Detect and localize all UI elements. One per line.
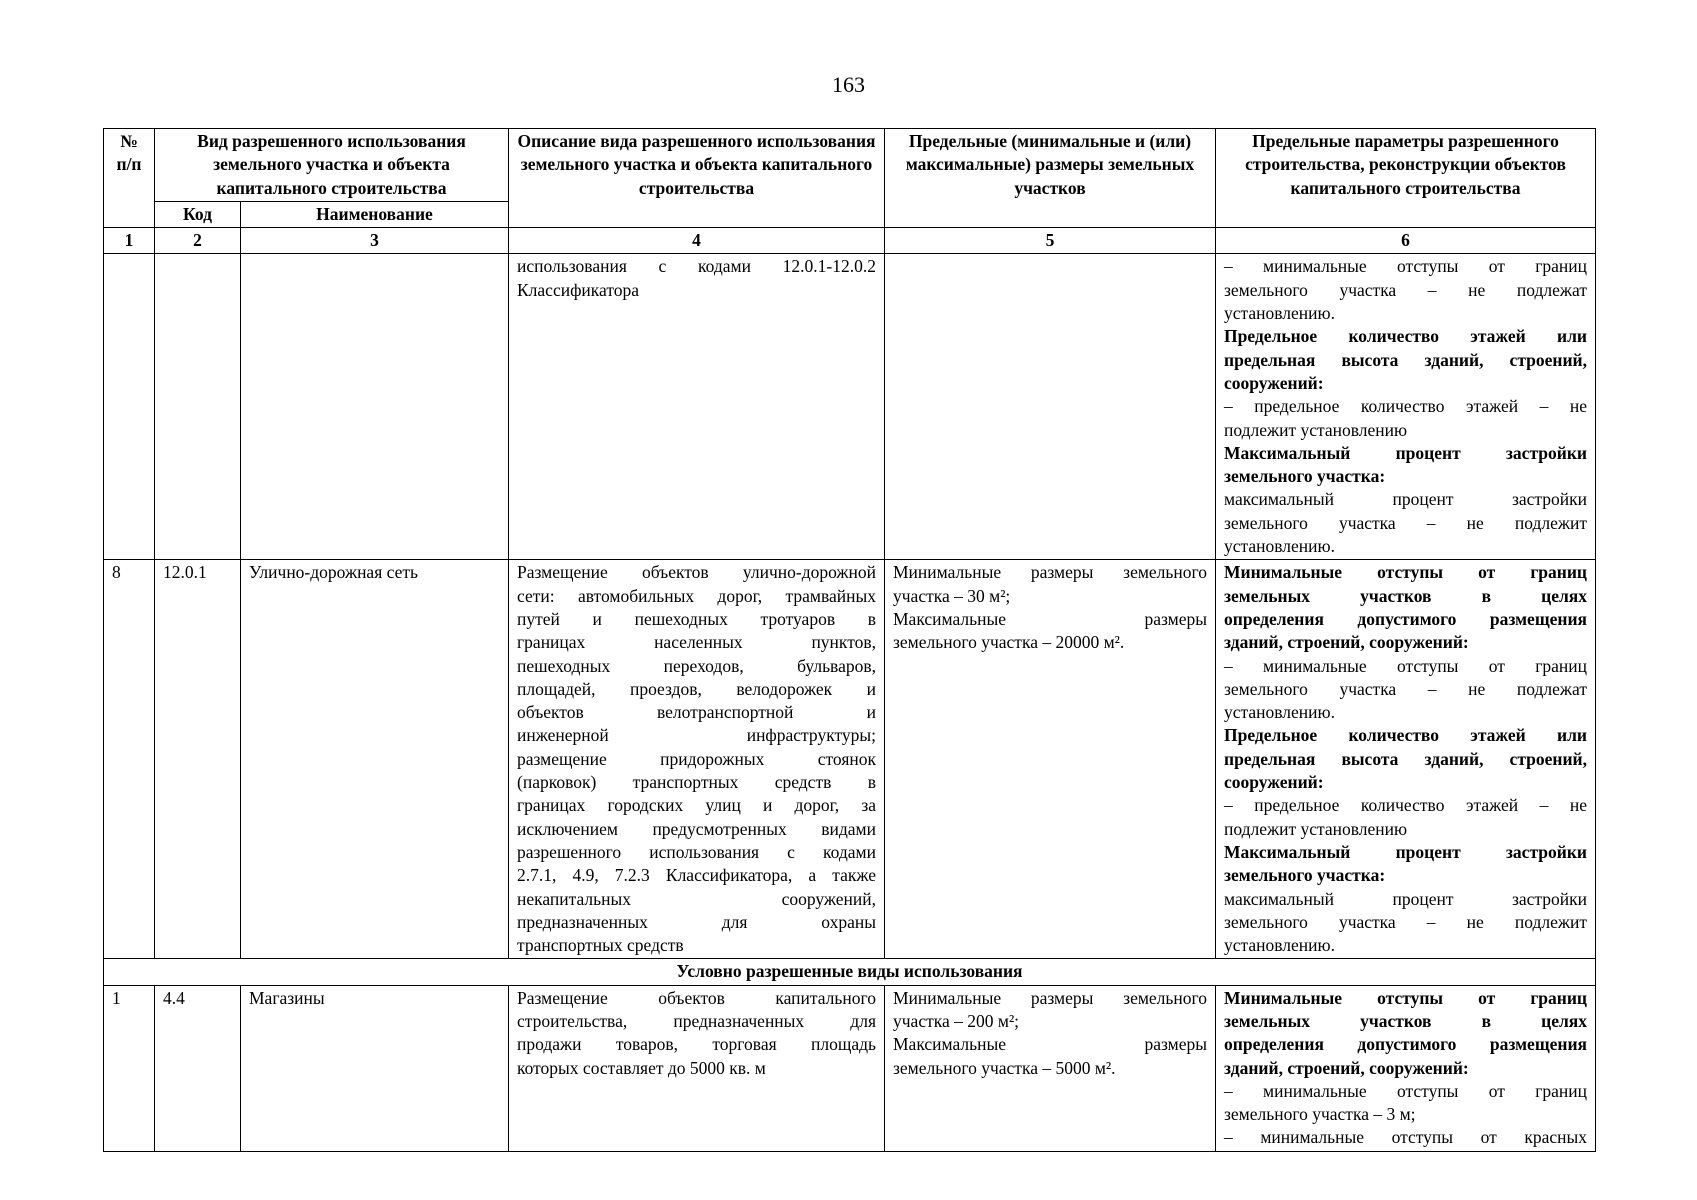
text-line: земельного участка – не подлежат	[1224, 678, 1587, 699]
text-line: Максимальный процент застройки	[1224, 442, 1587, 463]
text-line: 2.7.1, 4.9, 7.2.3 Классификатора, а также	[517, 865, 876, 886]
text-line: Максимальный процент застройки	[1224, 841, 1587, 862]
header-code: Код	[155, 201, 241, 227]
text-line: сооружений:	[1224, 372, 1324, 393]
row-no: 1	[104, 985, 155, 1151]
row-code: 12.0.1	[155, 560, 241, 959]
text-line: объектов велотранспортной и	[517, 702, 876, 723]
text-line: Предельное количество этажей или	[1224, 725, 1587, 746]
text-line: земельных участков в целях	[1224, 1010, 1587, 1031]
text-line: установлению.	[1224, 303, 1335, 324]
section-title: Условно разрешенные виды использования	[104, 959, 1596, 985]
row-description	[509, 985, 885, 1151]
text-line: строительства, предназначенных для	[517, 1010, 876, 1031]
text-line: предельная высота зданий, строений,	[1224, 748, 1587, 769]
header-name: Наименование	[241, 201, 509, 227]
table-row	[104, 560, 1596, 959]
text-line: земельных участков в целях	[1224, 585, 1587, 606]
text-line: максимальный процент застройки	[1224, 489, 1587, 510]
text-line: – предельное количество этажей – не	[1224, 396, 1587, 417]
text-line: – минимальные отступы от красных	[1224, 1127, 1587, 1148]
text-line: некапитальных сооружений,	[517, 888, 876, 909]
text-line: использования с кодами 12.0.1-12.0.2	[517, 256, 876, 277]
row-sizes	[885, 254, 1216, 560]
text-line: участка – 30 м²;	[893, 585, 1011, 606]
text-line: земельного участка – не подлежит	[1224, 512, 1587, 533]
text-line: продажи товаров, торговая площадь	[517, 1034, 876, 1055]
header-params: Предельные параметры разрешенного строительства, реконструкции объектов капитального строительства	[1216, 129, 1596, 228]
text-line: путей и пешеходных тротуаров в	[517, 608, 876, 629]
text-line: Минимальные отступы от границ	[1224, 562, 1587, 583]
column-number: 2	[155, 228, 241, 254]
text-line: инженерной инфраструктуры;	[517, 725, 876, 746]
text-line: подлежит установлению	[1224, 818, 1408, 839]
column-number: 1	[104, 228, 155, 254]
text-line: Минимальные размеры земельного	[893, 562, 1207, 583]
text-line: земельного участка – не подлежат	[1224, 279, 1587, 300]
text-line: земельного участка – 3 м;	[1224, 1104, 1416, 1125]
text-line: Минимальные отступы от границ	[1224, 987, 1587, 1008]
text-line: установлению.	[1224, 935, 1335, 956]
row-name: Улично-дорожная сеть	[241, 560, 509, 959]
text-line: определения допустимого размещения	[1224, 608, 1587, 629]
text-line: границах населенных пунктов,	[517, 632, 876, 653]
column-number: 6	[1216, 228, 1596, 254]
header-no: № п/п	[104, 129, 155, 228]
text-line: установлению.	[1224, 536, 1335, 557]
text-line: границах городских улиц и дорог, за	[517, 795, 876, 816]
row-name	[241, 254, 509, 560]
land-use-table	[103, 128, 1596, 1152]
text-line: зданий, строений, сооружений:	[1224, 632, 1469, 653]
text-line: Размещение объектов капитального	[517, 987, 876, 1008]
row-code	[155, 254, 241, 560]
column-number: 5	[885, 228, 1216, 254]
text-line: (парковок) транспортных средств в	[517, 772, 876, 793]
text-line: Предельное количество этажей или	[1224, 326, 1587, 347]
header-description: Описание вида разрешенного использования земельного участка и объекта капитального строительства	[509, 129, 885, 228]
text-line: земельного участка:	[1224, 466, 1386, 487]
text-line: пешеходных переходов, бульваров,	[517, 655, 876, 676]
section-row	[104, 959, 1596, 985]
text-line: предельная высота зданий, строений,	[1224, 349, 1587, 370]
column-number: 3	[241, 228, 509, 254]
text-line: подлежит установлению	[1224, 419, 1408, 440]
header-row	[104, 129, 1596, 202]
row-params	[1216, 254, 1596, 560]
text-line: – предельное количество этажей – не	[1224, 795, 1587, 816]
row-params	[1216, 985, 1596, 1151]
header-sizes: Предельные (минимальные и (или) максимальные) размеры земельных участков	[885, 129, 1216, 228]
text-line: сооружений:	[1224, 772, 1324, 793]
text-line: земельного участка – 20000 м².	[893, 632, 1125, 653]
row-description	[509, 254, 885, 560]
page-number: 163	[832, 72, 865, 97]
text-line: Размещение объектов улично-дорожной	[517, 562, 876, 583]
table-row	[104, 985, 1596, 1151]
column-numbers-row	[104, 228, 1596, 254]
text-line: размещение придорожных стоянок	[517, 748, 876, 769]
text-line: земельного участка – 5000 м².	[893, 1057, 1116, 1078]
row-description	[509, 560, 885, 959]
text-line: Классификатора	[517, 279, 640, 300]
text-line: участка – 200 м²;	[893, 1010, 1020, 1031]
text-line: разрешенного использования с кодами	[517, 841, 876, 862]
text-line: – минимальные отступы от границ	[1224, 256, 1587, 277]
row-name: Магазины	[241, 985, 509, 1151]
row-sizes	[885, 560, 1216, 959]
row-sizes	[885, 985, 1216, 1151]
text-line: определения допустимого размещения	[1224, 1034, 1587, 1055]
column-number: 4	[509, 228, 885, 254]
text-line: земельного участка:	[1224, 865, 1386, 886]
row-code: 4.4	[155, 985, 241, 1151]
text-line: площадей, проездов, велодорожек и	[517, 678, 876, 699]
text-line: которых составляет до 5000 кв. м	[517, 1057, 766, 1078]
text-line: исключением предусмотренных видами	[517, 818, 876, 839]
text-line: – минимальные отступы от границ	[1224, 655, 1587, 676]
text-line: Максимальные размеры	[893, 1034, 1207, 1055]
row-no	[104, 254, 155, 560]
table-row	[104, 254, 1596, 560]
text-line: максимальный процент застройки	[1224, 888, 1587, 909]
header-use-type: Вид разрешенного использования земельного участка и объекта капитального строительства	[155, 129, 509, 202]
row-params	[1216, 560, 1596, 959]
text-line: установлению.	[1224, 702, 1335, 723]
text-line: зданий, строений, сооружений:	[1224, 1057, 1469, 1078]
text-line: сети: автомобильных дорог, трамвайных	[517, 585, 876, 606]
text-line: транспортных средств	[517, 935, 684, 956]
row-no: 8	[104, 560, 155, 959]
text-line: Минимальные размеры земельного	[893, 987, 1207, 1008]
text-line: земельного участка – не подлежит	[1224, 911, 1587, 932]
text-line: предназначенных для охраны	[517, 911, 876, 932]
text-line: Максимальные размеры	[893, 608, 1207, 629]
text-line: – минимальные отступы от границ	[1224, 1080, 1587, 1101]
